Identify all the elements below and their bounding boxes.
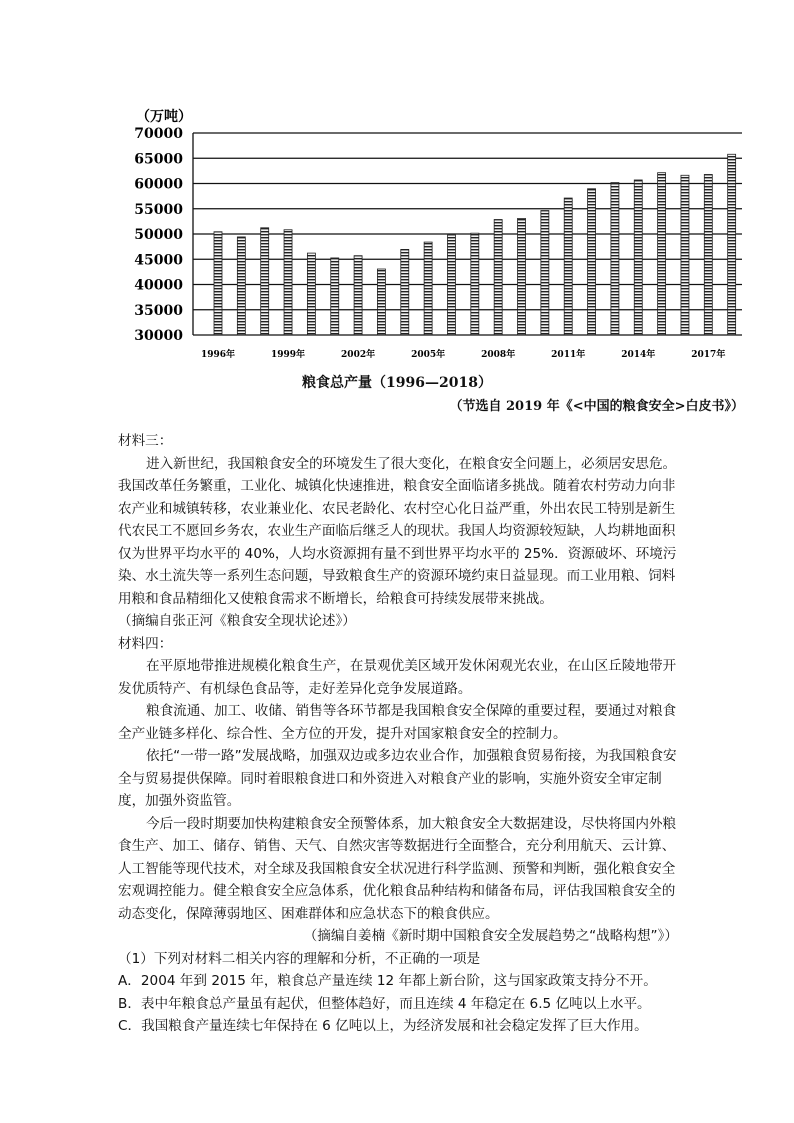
- material-three-title: 材料三：: [118, 433, 173, 449]
- bar-2011: [564, 198, 572, 335]
- y-axis-ticks: [134, 126, 183, 344]
- bar-2000: [307, 253, 315, 335]
- material-three: [118, 430, 678, 1038]
- bar-2003: [377, 269, 385, 335]
- question-stem: （1）下列对材料二相关内容的理解和分析，不正确的一项是: [118, 950, 481, 967]
- y-unit-label: （万吨）: [136, 109, 192, 125]
- bar-2016: [681, 175, 689, 335]
- bar-2004: [401, 249, 409, 335]
- x-tick-label: 1999年: [271, 350, 306, 360]
- y-tick-label: 35000: [134, 302, 183, 319]
- x-tick-label: 2014年: [621, 350, 656, 360]
- bar-2014: [634, 180, 642, 335]
- x-tick-label: 2002年: [341, 350, 376, 360]
- option-a: A．2004 年到 2015 年，粮食总产量连续 12 年都上新台阶，这与国家政策支持分不开。: [118, 973, 657, 989]
- bar-1998: [261, 228, 269, 335]
- bar-2005: [424, 242, 432, 335]
- bar-1999: [284, 230, 292, 335]
- bars: [214, 154, 736, 335]
- material-four-p4: 今后一段时期要加快构建粮食安全预警体系，加大粮食安全大数据建设，尽快将国内外粮食生产、加工、储存、销售、天气、自然灾害等数据进行全面整合，充分利用航天、云计算、人工智能等现代技术，对全球及我国粮食安全状况进行科学监测、预警和判断，强化粮食安全宏观调控能力。健全粮食安全应急体系，优化粮食品种结构和储备布局，评估我国粮食安全的动态变化，保障薄弱地区、困难群体和应急状态下的粮食供应。: [118, 815, 677, 922]
- material-three-body: 进入新世纪，我国粮食安全的环境发生了很大变化，在粮食安全问题上，必须居安思危。我国改革任务繁重，工业化、城镇化快速推进，粮食安全面临诸多挑战。随着农村劳动力向非农产业和城镇转移，农业兼业化、农民老龄化、农村空心化日益严重，外出农民工特别是新生代农民工不愿回乡务农，农业生产面临后继乏人的现状。我国人均资源较短缺，人均耕地面积仅为世界平均水平的 40%，人均水资源拥有量不到世界平均水平的 25%．资源破坏、环境污染、水土流失等一系列生态问题，导致粮食生产的资源环境约束日益显现。而工业用粮、饲料用粮和食品精细化又使粮食需求不断增长，给粮食可持续发展带来挑战。: [118, 455, 677, 607]
- bar-2002: [354, 256, 362, 335]
- x-axis-ticks: [201, 348, 725, 360]
- bar-2009: [518, 218, 526, 335]
- y-tick-label: 40000: [134, 277, 183, 294]
- bar-2012: [588, 189, 596, 335]
- option-b: B．表中年粮食总产量虽有起伏，但整体趋好，而且连续 4 年稳定在 6.5 亿吨以上水平。: [118, 995, 651, 1012]
- bar-2018: [728, 154, 736, 335]
- bar-2001: [331, 258, 339, 335]
- y-tick-label: 65000: [134, 151, 183, 168]
- y-tick-label: 30000: [134, 328, 183, 344]
- y-tick-label: 60000: [134, 176, 183, 193]
- x-tick-label: 2005年: [411, 350, 446, 360]
- bar-1997: [237, 237, 245, 335]
- material-four-p3: 依托“一带一路”发展战略，加强双边或多边农业合作，加强粮食贸易衔接，为我国粮食安全与贸易提供保障。同时着眼粮食进口和外资进入对粮食产业的影响，实施外资安全审定制度，加强外资监管。: [118, 748, 677, 809]
- grain-output-chart: [0, 0, 794, 372]
- bar-2006: [447, 235, 455, 335]
- bar-2008: [494, 220, 502, 335]
- material-four-citation: （摘编自姜楠《新时期中国粮食安全发展趋势之“战略构想”》）: [303, 928, 678, 944]
- y-tick-label: 55000: [134, 201, 183, 218]
- chart-source: （节选自 2019 年《<中国的粮食安全>白皮书》）: [449, 399, 744, 414]
- y-tick-label: 70000: [134, 126, 183, 142]
- material-four-title: 材料四：: [118, 635, 173, 652]
- bar-2015: [658, 173, 666, 335]
- bar-2017: [704, 174, 712, 335]
- x-tick-label: 2017年: [691, 350, 726, 360]
- option-c: C．我国粮食产量连续七年保持在 6 亿吨以上，为经济发展和社会稳定发挥了巨大作用。: [118, 1018, 648, 1034]
- x-tick-label: 2011年: [551, 350, 586, 360]
- bar-1996: [214, 232, 222, 335]
- x-tick-label: 2008年: [481, 350, 516, 360]
- bar-2007: [471, 233, 479, 335]
- y-tick-label: 45000: [134, 252, 183, 269]
- bar-2010: [541, 211, 549, 335]
- material-three-citation: （摘编自张正河《粮食安全现状论述》）: [118, 613, 356, 629]
- chart-caption: 粮食总产量（1996—2018）: [302, 375, 492, 391]
- material-four-p1: 在平原地带推进规模化粮食生产，在景观优美区域开发休闲观光农业，在山区丘陵地带开发优质特产、有机绿色食品等，走好差异化竞争发展道路。: [118, 658, 677, 697]
- bar-2013: [611, 183, 619, 335]
- y-tick-label: 50000: [134, 227, 183, 243]
- material-four-p2: 粮食流通、加工、收储、销售等各环节都是我国粮食安全保障的重要过程，要通过对粮食全产业链多样化、综合性、全方位的开发，提升对国家粮食安全的控制力。: [118, 703, 677, 742]
- x-tick-label: 1996年: [200, 350, 236, 360]
